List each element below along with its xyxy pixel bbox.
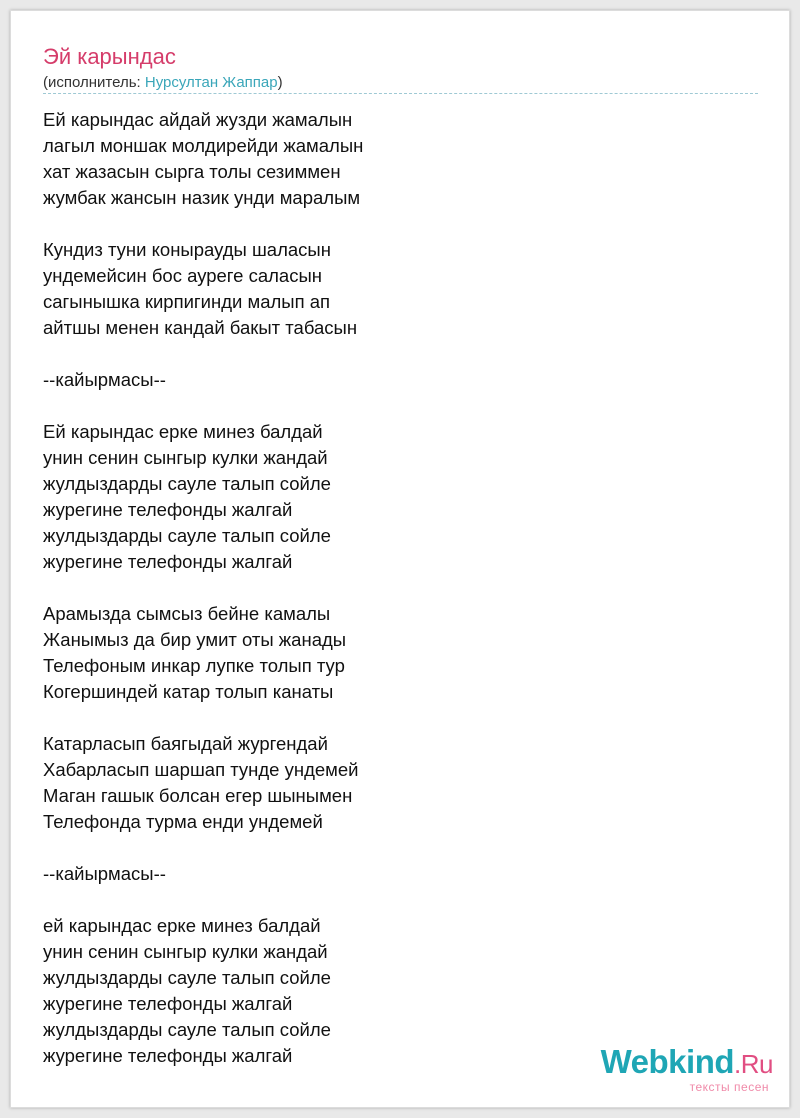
artist-prefix: (исполнитель: [43,74,145,91]
lyric-line: Хабарласып шаршап тунде ундемей [43,759,359,780]
logo-tld-text: .Ru [734,1049,773,1079]
lyric-line: --кайырмасы-- [43,863,166,884]
lyric-line: унин сенин сынгыр кулки жандай [43,447,328,468]
stanza-gap [43,835,743,861]
lyric-line: ей карындас ерке минез балдай [43,915,321,936]
lyric-line: Кундиз туни конырауды шаласын [43,239,331,260]
lyric-line: Арамызда сымсыз бейне камалы [43,603,331,624]
lyric-line: Ей карындас ерке минез балдай [43,421,323,442]
stanza-gap [43,393,743,419]
site-logo[interactable] [583,1043,773,1093]
stanza-gap [43,575,743,601]
lyric-line: Маган гашык болсан егер шынымен [43,785,353,806]
lyric-line: журегине телефонды жалгай [43,499,293,520]
lyric-line: жулдыздарды сауле талып сойле [43,473,331,494]
lyric-line: журегине телефонды жалгай [43,551,293,572]
lyric-line: Телефонда турма енди ундемей [43,811,323,832]
lyric-line: жумбак жансын назик унди маралым [43,187,361,208]
lyric-line: Ей карындас айдай жузди жамалын [43,109,353,130]
lyrics-body [43,107,743,1069]
artist-link[interactable]: Нурсултан Жаппар [144,74,278,91]
stanza-gap [43,705,743,731]
logo-wordmark [601,1043,773,1081]
lyric-line: жулдыздарды сауле талып сойле [43,525,331,546]
title-divider [43,93,758,94]
lyric-line: сагынышка кирпигинди малып ап [43,291,331,312]
lyric-line: айтшы менен кандай бакыт табасын [43,317,358,338]
stanza-gap [43,211,743,237]
lyric-line: --кайырмасы-- [43,369,166,390]
song-title: Эй карындас [43,44,176,69]
lyric-line: Жанымыз да бир умит оты жанады [43,629,347,650]
lyric-line: ундемейсин бос ауреге саласын [43,265,322,286]
lyrics-sheet [10,10,790,1108]
lyric-line: жулдыздарды сауле талып сойле [43,967,331,988]
logo-main-text: Webkind [600,1043,735,1080]
logo-tagline: тексты песен [689,1080,769,1094]
stanza-gap [43,887,743,913]
artist-credit [43,74,283,91]
lyric-line: унин сенин сынгыр кулки жандай [43,941,328,962]
artist-suffix: ) [277,74,283,91]
lyric-line: журегине телефонды жалгай [43,993,293,1014]
lyric-line: журегине телефонды жалгай [43,1045,293,1066]
stanza-gap [43,341,743,367]
lyric-line: хат жазасын сырга толы сезиммен [43,161,341,182]
lyric-line: жулдыздарды сауле талып сойле [43,1019,331,1040]
lyric-line: лагыл моншак молдирейди жамалын [43,135,364,156]
lyric-line: Когершиндей катар толып канаты [43,681,334,702]
lyric-line: Катарласып баягыдай жургендай [43,733,328,754]
lyric-line: Телефоным инкар лупке толып тур [43,655,345,676]
